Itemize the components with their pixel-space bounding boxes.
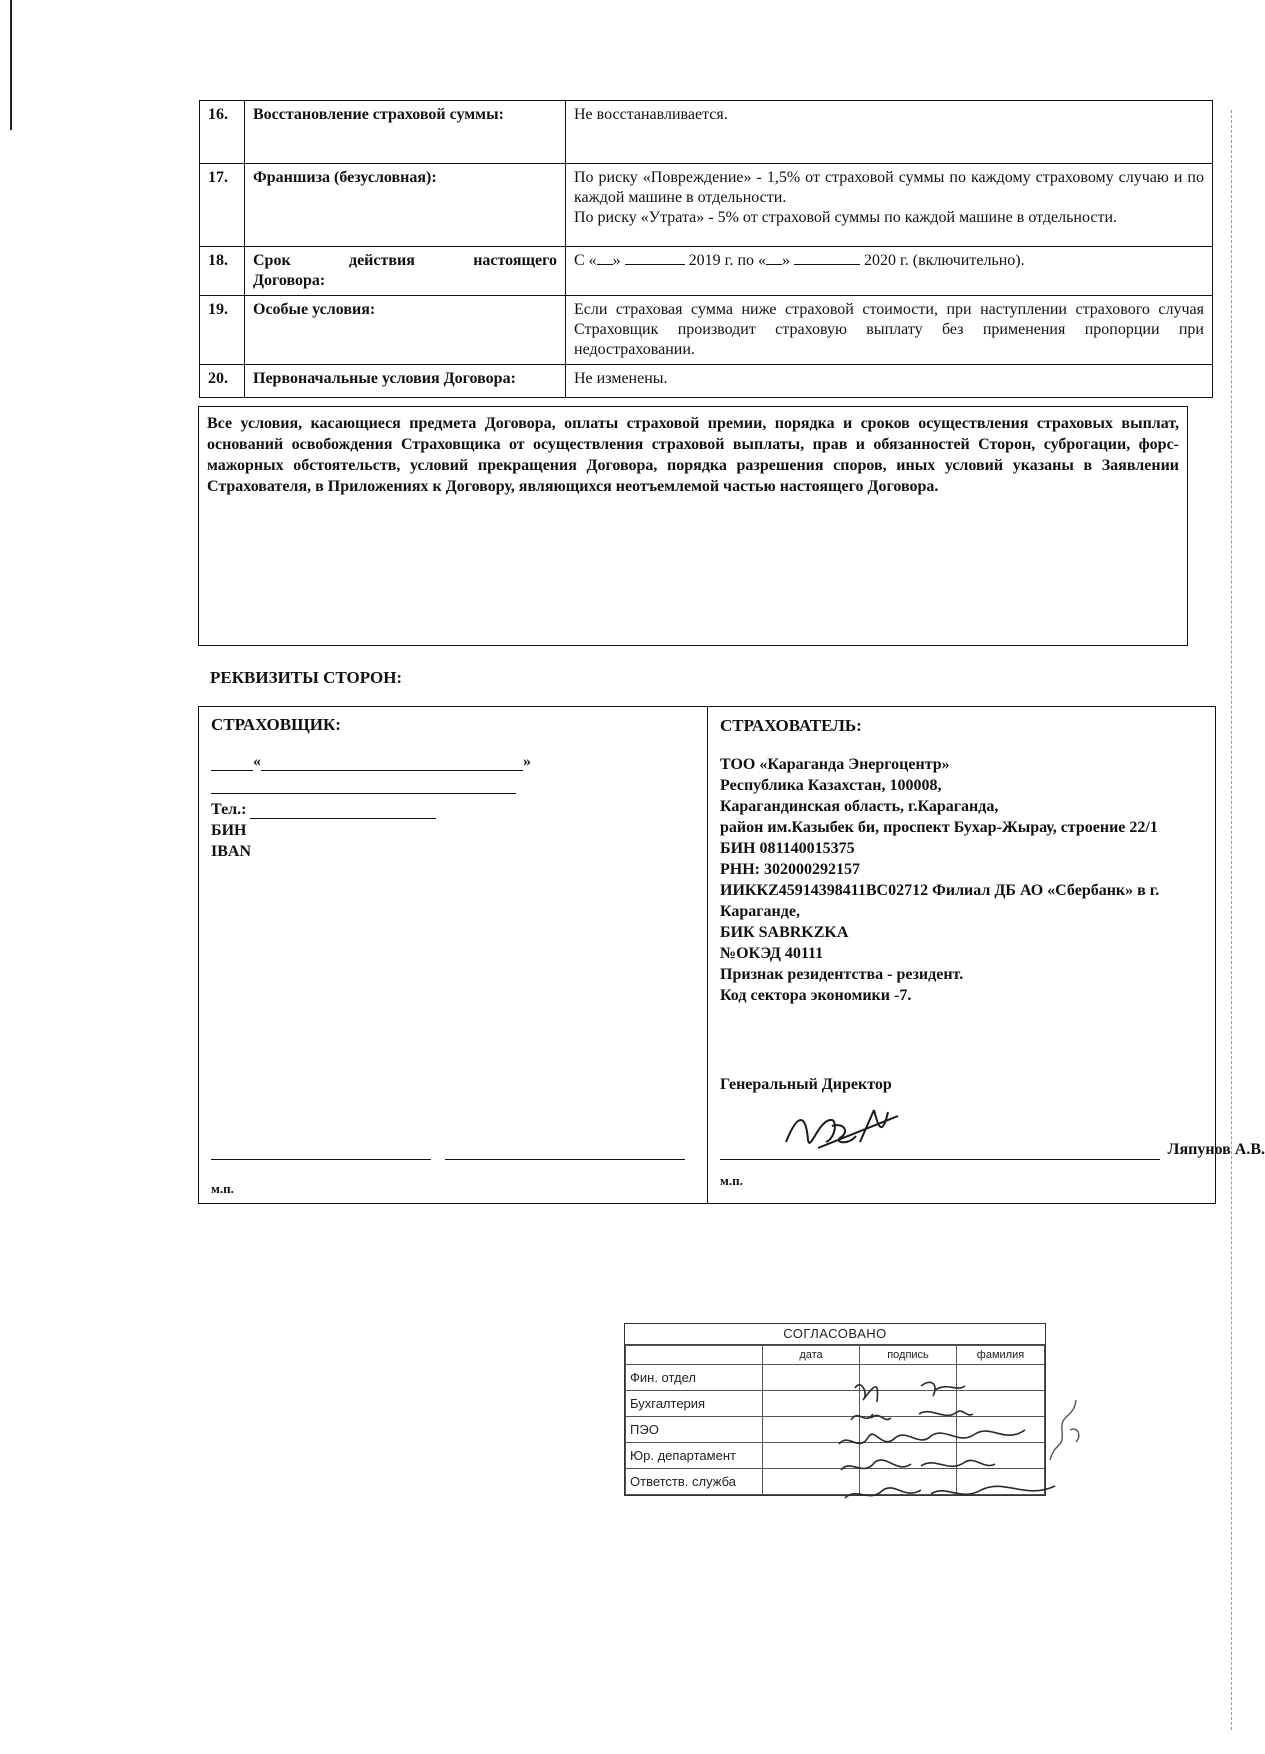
table-row <box>200 101 1213 164</box>
bin-line <box>211 819 695 840</box>
policyholder-line: Республика Казахстан, 100008, <box>720 777 942 794</box>
quote-close: » <box>523 753 531 770</box>
date-blank <box>597 264 613 265</box>
name-blank <box>261 770 523 771</box>
party-details-table <box>198 706 1265 1204</box>
date-from-year: 2019 г. <box>688 252 734 269</box>
table-row <box>200 247 1213 296</box>
date-to-year: 2020 г. (включительно). <box>864 252 1025 269</box>
policyholder-line: ТОО «Караганда Энергоцентр» <box>720 756 950 773</box>
approval-department: Юр. департамент <box>626 1443 763 1469</box>
approval-signatures-icon <box>835 1374 1075 1514</box>
term-label-word: Договора: <box>253 272 326 289</box>
policyholder-line: район им.Казыбек би, проспект Бухар-Жырау, строение 22/1 <box>720 819 1158 836</box>
term-label: Первоначальные условия Договора: <box>245 365 566 398</box>
date-quote: » <box>612 252 621 269</box>
approval-col-department <box>626 1346 763 1365</box>
term-value <box>566 247 1213 296</box>
policyholder-line: №ОКЭД 40111 <box>720 945 824 962</box>
director-title: Генеральный Директор <box>720 1076 892 1093</box>
policyholder-line: Карагандинская область, г.Караганда, <box>720 798 999 815</box>
approval-col-signature: подпись <box>860 1346 957 1365</box>
term-label: Франшиза (безусловная): <box>245 164 566 247</box>
date-blank <box>766 264 782 265</box>
approval-department: Фин. отдел <box>626 1365 763 1391</box>
date-quote: » <box>782 252 790 269</box>
policyholder-block <box>708 707 1265 1203</box>
policyholder-line: РНН: 302000292157 <box>720 861 860 878</box>
stamp-place-label: м.п. <box>720 1173 743 1188</box>
term-number: 18. <box>200 247 245 296</box>
date-blank <box>794 264 860 265</box>
term-label-word: настоящего <box>473 252 557 269</box>
term-value: Не изменены. <box>566 365 1213 398</box>
name-blank <box>211 770 253 771</box>
policyholder-details <box>720 754 1203 1006</box>
contract-terms-table <box>199 100 1213 398</box>
approval-header-row <box>626 1346 1045 1365</box>
insurer-details <box>211 798 695 861</box>
table-row <box>200 365 1213 398</box>
scan-edge-mark <box>10 0 12 130</box>
policyholder-line: Признак резидентства - резидент. <box>720 966 964 983</box>
policyholder-line: Код сектора экономики -7. <box>720 987 912 1004</box>
term-number: 20. <box>200 365 245 398</box>
term-label: Восстановление страховой суммы: <box>245 101 566 164</box>
term-value: Не восстанавливается. <box>566 101 1213 164</box>
term-value <box>566 164 1213 247</box>
insurer-name-line <box>211 753 695 771</box>
marginal-scribble-icon <box>1040 1390 1090 1470</box>
insurer-title: СТРАХОВЩИК: <box>211 715 341 734</box>
date-from-prefix: С « <box>574 252 597 269</box>
signature-name-line <box>445 1159 685 1160</box>
director-name: Ляпунов А.В. <box>1167 1141 1265 1158</box>
approval-department: Ответств. служба <box>626 1469 763 1495</box>
date-to-prefix: по « <box>737 252 766 269</box>
term-label-word: действия <box>348 252 415 269</box>
signature-line <box>720 1158 1160 1160</box>
director-signature-row <box>720 1139 1265 1160</box>
policyholder-line: БИН 081140015375 <box>720 840 855 857</box>
tel-blank <box>250 818 436 819</box>
scan-edge-dots <box>1230 110 1232 1730</box>
stamp-place-label: м.п. <box>211 1181 234 1196</box>
quote-open: « <box>253 753 261 770</box>
iban-line <box>211 840 695 861</box>
term-number: 17. <box>200 164 245 247</box>
approval-department: ПЭО <box>626 1417 763 1443</box>
term-value: Если страховая сумма ниже страховой стоимости, при наступлении страхового случая Страховщик производит страховую выплату без применения пропорции при недостраховании. <box>566 296 1213 365</box>
approval-col-date: дата <box>763 1346 860 1365</box>
term-number: 16. <box>200 101 245 164</box>
term-label <box>245 247 566 296</box>
iban-label: IBAN <box>211 843 252 860</box>
approval-col-surname: фамилия <box>957 1346 1045 1365</box>
approval-title: СОГЛАСОВАНО <box>625 1324 1045 1345</box>
policyholder-title: СТРАХОВАТЕЛЬ: <box>720 716 862 735</box>
signature-line <box>211 1159 431 1160</box>
deductible-damage: По риску «Повреждение» - 1,5% от страховой суммы по каждому страховому случаю и по каждой машине в отдельности. <box>574 169 1204 206</box>
approval-department: Бухгалтерия <box>626 1391 763 1417</box>
insurer-block <box>199 707 708 1203</box>
approval-stamp <box>624 1323 1046 1496</box>
name-blank <box>211 793 516 794</box>
table-row <box>200 164 1213 247</box>
tel-line <box>211 798 695 819</box>
date-blank <box>625 264 685 265</box>
general-conditions-box <box>198 406 1188 646</box>
policyholder-line: ИИККZ45914398411BC02712 Филиал ДБ АО «Сбербанк» в г. Караганде, <box>720 882 1160 920</box>
table-row <box>200 296 1213 365</box>
deductible-loss: По риску «Утрата» - 5% от страховой суммы по каждой машине в отдельности. <box>574 209 1118 226</box>
term-number: 19. <box>200 296 245 365</box>
term-label: Особые условия: <box>245 296 566 365</box>
insurer-extra-line <box>211 773 695 794</box>
party-details-heading: РЕКВИЗИТЫ СТОРОН: <box>210 668 403 687</box>
term-label-word: Срок <box>253 252 291 269</box>
bin-label: БИН <box>211 822 247 839</box>
general-conditions-text: Все условия, касающиеся предмета Договора, оплаты страховой премии, порядка и сроков осуществления страховых выплат, оснований освобождения Страховщика от осуществления страховой выплаты, прав и обязанностей Сторон, суброгации, форс-мажорных обстоятельств, условий прекращения Договора, порядка разрешения споров, иных условий указаны в Заявлении Страхователя, в Приложениях к Договору, являющихся неотъемлемой частью настоящего Договора. <box>207 415 1179 495</box>
tel-label: Тел.: <box>211 801 247 818</box>
policyholder-line: БИК SABRKZKA <box>720 924 849 941</box>
